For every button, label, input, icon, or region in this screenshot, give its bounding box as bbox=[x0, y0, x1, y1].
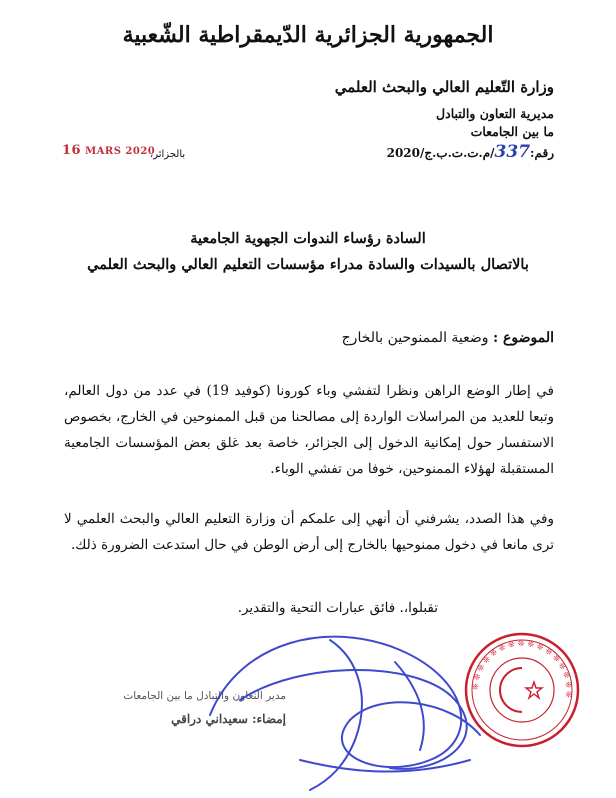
subject-text: وضعية الممنوحين بالخارج bbox=[341, 330, 489, 346]
official-seal-icon bbox=[462, 630, 582, 750]
body-paragraph-2: وفي هذا الصدد، يشرفني أن أنهي إلى علمكم أن وزارة التعليم العالي والبحث العلمي لا ترى مانعا في دخول ممنوحيها بالخارج إلى أرض الوطن في حال استدعت الضرورة ذلك. bbox=[64, 511, 554, 553]
date-stamp bbox=[62, 143, 155, 158]
place-label: بالجزائر، bbox=[150, 149, 186, 160]
svg-text:❊ ❊ ❊ ❊ ❊ ❊ ❊ ❊ ❊ ❊ ❊ ❊ ❊ ❊ ❊: ❊ ❊ ❊ ❊ ❊ ❊ ❊ ❊ ❊ ❊ ❊ ❊ ❊ ❊ ❊ ❊ bbox=[470, 638, 574, 699]
inter-university-label: ما بين الجامعات bbox=[470, 124, 554, 139]
directorate-name: مديرية التعاون والتبادل bbox=[436, 106, 554, 121]
republic-heading: الجمهورية الجزائرية الدّيمقراطية الشّعبية bbox=[122, 22, 494, 48]
closing-formula: تقبلوا،. فائق عبارات التحية والتقدير. bbox=[237, 600, 438, 616]
reference-number: 337 bbox=[494, 142, 531, 162]
ministry-name: وزارة التّعليم العالي والبحث العلمي bbox=[334, 78, 554, 96]
reference-prefix: رقم: bbox=[530, 146, 554, 160]
addressee-line-2: بالاتصال بالسيدات والسادة مدراء مؤسسات التعليم العالي والبحث العلمي bbox=[87, 256, 529, 273]
signatory-name: إمضاء: سعيداني دراقي bbox=[171, 712, 286, 726]
reference-line bbox=[387, 142, 554, 162]
addressee-line-1: السادة رؤساء الندوات الجهوية الجامعية bbox=[190, 230, 426, 247]
date-stamp-day: 16 bbox=[62, 143, 82, 158]
body-paragraph-1: في إطار الوضع الراهن ونظرا لتفشي وباء كورونا (كوفيد 19) في عدد من دول العالم، وتبعا للعديد من المراسلات الواردة إلى مصالحنا من قبل الممنوحين في الخارج، بخصوص الاستفسار حول إمكانية الدخول إلى الجزائر، خاصة بعد غلق بعض المؤسسات الجامعية المستقبلة لهؤلاء الممنوحين، خوفا من تفشي الوباء. bbox=[64, 383, 554, 477]
date-stamp-month-year: MARS 2020 bbox=[85, 146, 156, 157]
reference-suffix: /م.ت.ت.ب.ج/2020 bbox=[386, 146, 495, 160]
subject-label: الموضوع : bbox=[493, 330, 554, 346]
subject-line bbox=[342, 330, 554, 346]
signatory-title: مدير التعاون والتبادل ما بين الجامعات bbox=[123, 690, 286, 702]
